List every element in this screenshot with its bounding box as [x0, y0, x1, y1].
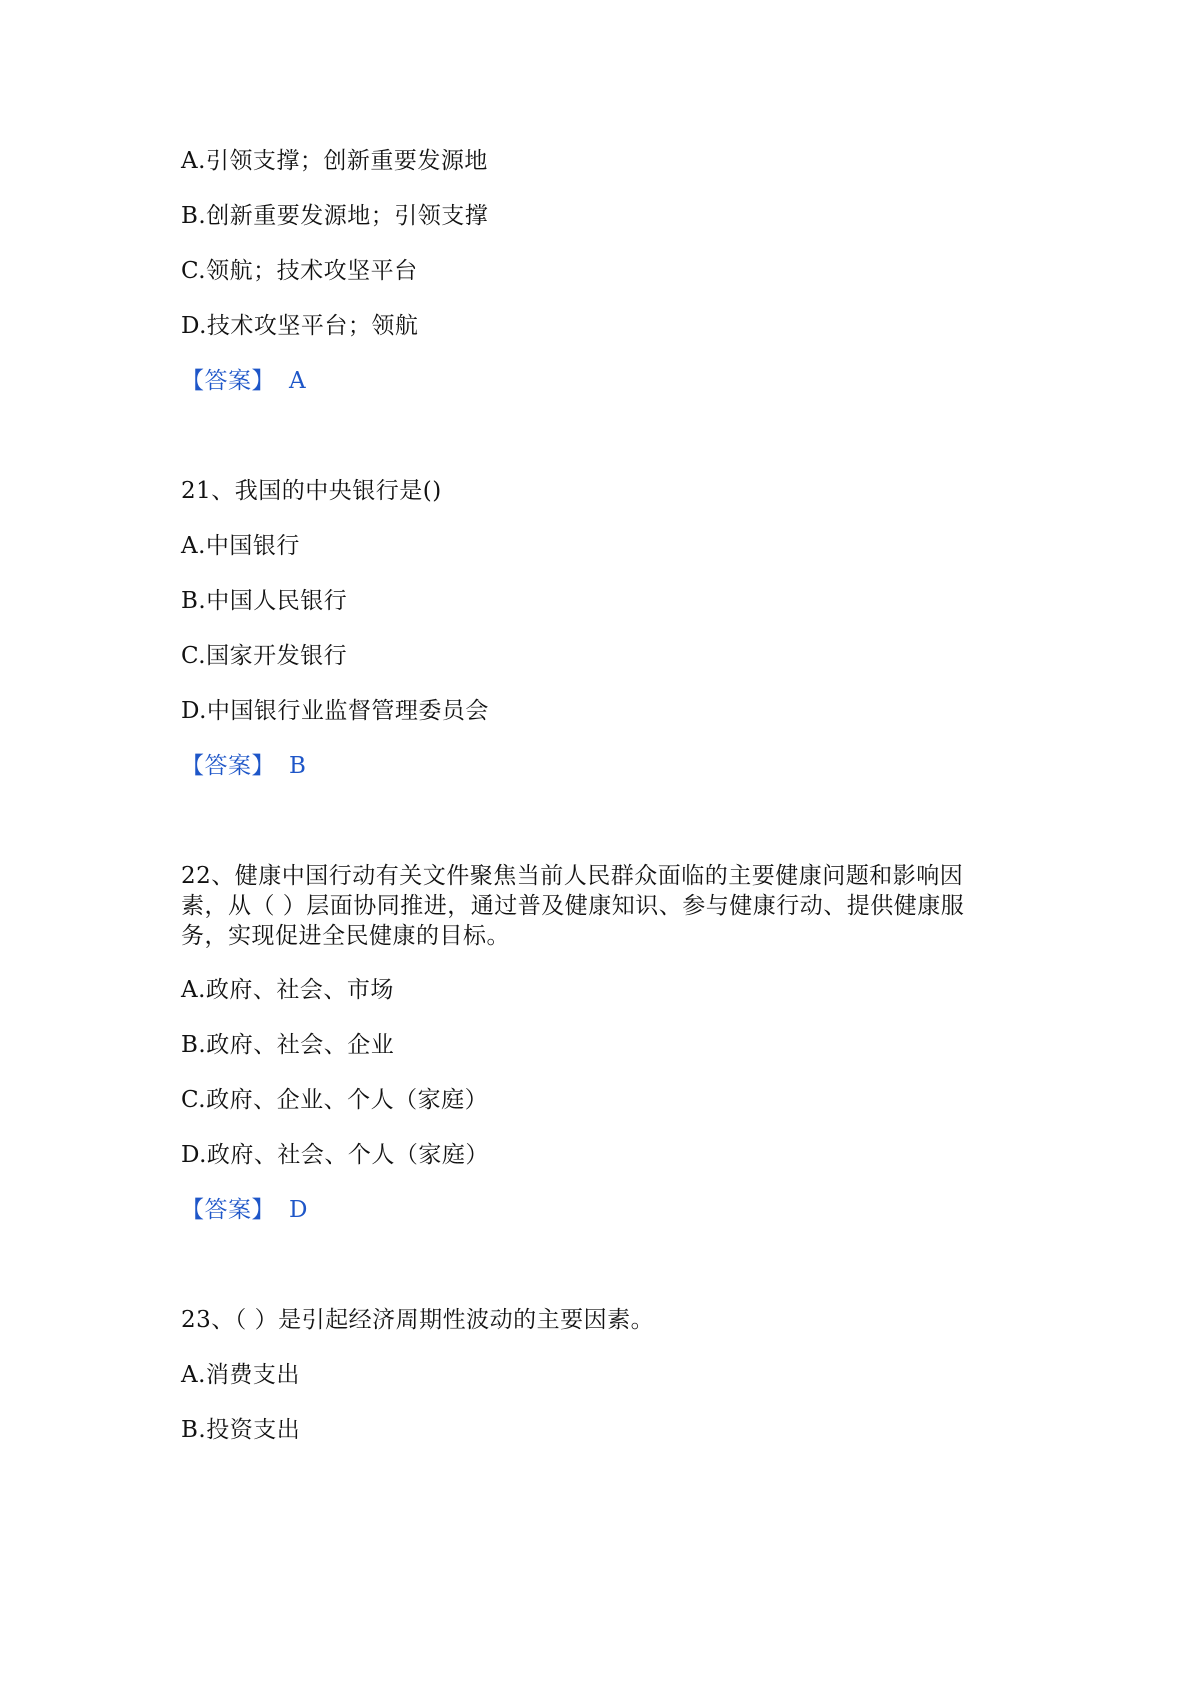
q21-option-b: B.中国人民银行 [181, 588, 348, 614]
q21-answer [181, 751, 306, 781]
q22-option-a: A.政府、社会、市场 [181, 977, 394, 1003]
q23-option-a: A.消费支出 [181, 1362, 300, 1388]
answer-value: A [289, 368, 307, 394]
q22-option-b: B.政府、社会、企业 [181, 1032, 395, 1058]
q20-option-b: B.创新重要发源地；引领支撑 [181, 203, 489, 229]
q20-option-a: A.引领支撑；创新重要发源地 [181, 148, 488, 174]
q20-option-c: C.领航；技术攻坚平台 [181, 258, 418, 284]
answer-value: B [289, 753, 307, 779]
q21-option-d: D.中国银行业监督管理委员会 [181, 698, 489, 724]
answer-label: 【答案】 [181, 368, 275, 394]
q22-stem-line-1: 22、健康中国行动有关文件聚焦当前人民群众面临的主要健康问题和影响因 [181, 863, 964, 889]
q22-stem-line-3: 务，实现促进全民健康的目标。 [181, 923, 510, 949]
q22-option-c: C.政府、企业、个人（家庭） [181, 1087, 489, 1113]
q22-option-d: D.政府、社会、个人（家庭） [181, 1142, 489, 1168]
answer-label: 【答案】 [181, 753, 275, 779]
answer-label: 【答案】 [181, 1197, 275, 1223]
q21-stem: 21、我国的中央银行是() [181, 478, 442, 504]
q22-answer [181, 1195, 308, 1225]
q21-option-c: C.国家开发银行 [181, 643, 348, 669]
answer-value: D [289, 1197, 308, 1223]
q20-answer [181, 366, 306, 396]
q23-stem: 23、（ ）是引起经济周期性波动的主要因素。 [181, 1307, 655, 1333]
q20-option-d: D.技术攻坚平台；领航 [181, 313, 419, 339]
q23-option-b: B.投资支出 [181, 1417, 301, 1443]
q22-stem-line-2: 素，从（ ）层面协同推进，通过普及健康知识、参与健康行动、提供健康服 [181, 893, 965, 919]
q21-option-a: A.中国银行 [181, 533, 300, 559]
